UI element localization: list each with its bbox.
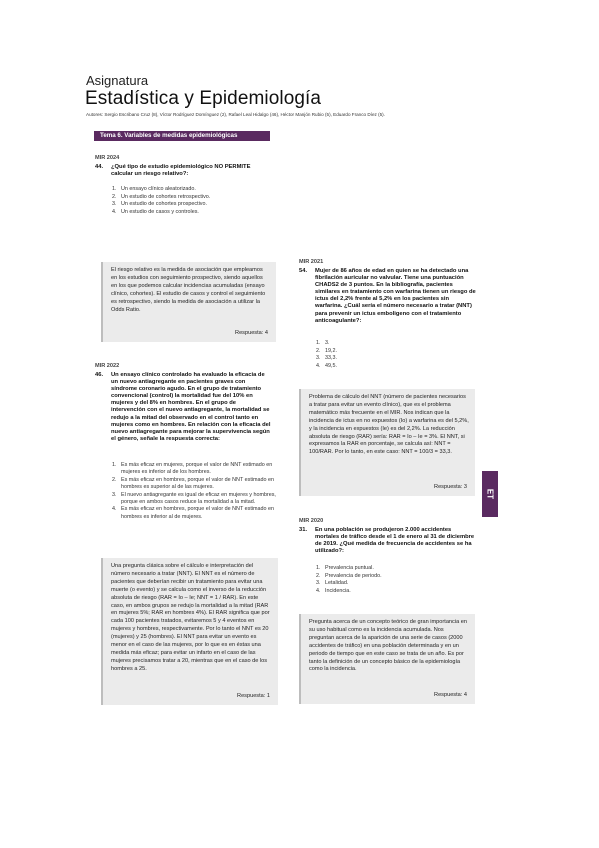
option-item: 1. 3. (316, 340, 330, 346)
q31-answer: Respuesta: 4 (434, 692, 467, 699)
theme-underline (94, 140, 270, 141)
q31-year: MIR 2020 (299, 518, 324, 524)
q46-text: Un ensayo clínico controlado ha evaluado la eficacia de un nuevo antiagregante en pacientes graves con síndrome coronario agudo. En el grupo de tratamiento convencional (control) la mortalidad fue del 10% en mujeres y del 8% en hombres. En el grupo de intervención con el nuevo antiagregante, la mortalidad se redujo a la mitad del observado en el control tanto en mujeres como en hombres. En relación con la eficacia del nuevo antiagregante para mejorar la supervivencia según el género, señale la respuesta correcta: (111, 372, 271, 442)
option-item: 4. Es más eficaz en hombres, porque el valor de NNT estimado en hombres es inferior al de mujeres. (112, 506, 275, 520)
subject-label: Asignatura (86, 73, 149, 88)
q31-explanation-box (299, 614, 475, 704)
subject-title: Estadística y Epidemiología (85, 88, 322, 109)
q54-number: 54. (299, 268, 308, 274)
q44-question (95, 164, 270, 180)
q46-number: 46. (95, 372, 104, 378)
option-item: 3. Un estudio de cohortes prospectivo. (112, 201, 208, 208)
option-item: 1. Un ensayo clínico aleatorizado. (112, 186, 196, 192)
option-item: 2. Es más eficaz en hombres, porque el valor de NNT estimado en hombres es superior al de las mujeres. (112, 476, 275, 491)
q54-explanation-box (299, 389, 475, 496)
q54-explanation: Problema de cálculo del NNT (número de pacientes necesarios a tratar para evitar un evento clínico), que es el problema matemático más frecuente en el MIR. Nos indican que la incidencia de ictus en no expuestos (Io) a warfarina es del 5,2%, y la incidencia en expuestos (Ie) es del 2,2%. La reducción absoluta de riesgo (RAR) sería: RAR = Io – Ie = 3%. El NNT, si expresamos la RAR en porcentaje, se calcula así: NNT = 100/RAR. Por lo tanto, en este caso: NNT = 100/3 = 33,3. (309, 394, 469, 456)
q44-options (112, 186, 272, 216)
section-side-tab (482, 471, 498, 517)
option-item: 3. El nuevo antiagregante es igual de eficaz en mujeres y hombres, porque en ambos casos reduce la mortalidad a la mitad. (112, 491, 276, 506)
option-item: 1. Es más eficaz en mujeres, porque el valor de NNT estimado en mujeres es inferior al de los hombres. (112, 462, 273, 476)
option-item: 3. Letalidad. (316, 580, 349, 587)
q44-number: 44. (95, 164, 104, 170)
q54-answer: Respuesta: 3 (434, 484, 467, 491)
q31-question (299, 527, 476, 561)
q46-explanation-box (101, 558, 278, 705)
q44-answer: Respuesta: 4 (235, 330, 268, 337)
q46-options (112, 462, 278, 521)
q44-text: ¿Qué tipo de estudio epidemiológico NO PERMITE calcular un riesgo relativo?: (111, 164, 251, 178)
q54-options (316, 340, 466, 370)
option-item: 2. Prevalencia de periodo. (316, 572, 382, 579)
q31-options (316, 565, 466, 595)
q46-question (95, 372, 272, 458)
q31-text: En una población se produjeron 2.000 accidentes mortales de tráfico desde el 1 de enero al 31 de diciembre de 2019. ¿Qué medida de frecuencia de accidentes se ha utilizado?: (315, 527, 475, 555)
q54-text: Mujer de 86 años de edad en quien se ha detectado una fibrilación auricular no valvular. Tiene una puntuación CHADS2 de 3 puntos. En la bibliografía, pacientes similares en tratamiento con warfarina tienen un riesgo de ictus del 2,2% frente al 5,2% en los pacientes sin warfarina. ¿Cuál sería el número necesario a tratar (NNT) para prevenir un ictus emboligeno con el tratamiento anticoagulante?: (315, 268, 476, 324)
option-item: 1. Prevalencia puntual. (316, 565, 374, 571)
q46-year: MIR 2022 (95, 363, 120, 369)
q46-answer: Respuesta: 1 (237, 693, 270, 700)
theme-heading: Tema 6. Variables de medidas epidemiológicas (94, 131, 270, 140)
side-tab-label: ET (485, 488, 495, 500)
option-item: 2. 19,2. (316, 347, 337, 354)
q44-year: MIR 2024 (95, 155, 120, 161)
option-item: 3. 33,3. (316, 355, 337, 362)
q44-explanation: El riesgo relativo es la medida de asociación que empleamos en los estudios con seguimiento prospectivo, siendo aquellos en los que podemos calcular incidencias acumuladas (ensayo clínico, cohortes). El estudio de casos y control el seguimiento es retrospectivo, siendo la medida de asociación a utilizar la Odds Ratio. (111, 267, 266, 313)
q31-number: 31. (299, 527, 308, 533)
q44-explanation-box (101, 262, 276, 342)
authors-line: Autores: Sergio Escribano Cruz (8), Víctor Rodríguez Domínguez (2), Rafael Leal Hidalgo (46), Héctor Manjón Rubio (5), Eduardo Franco Díez (5). (86, 112, 385, 117)
option-item: 4. 49,5. (316, 362, 337, 369)
q46-explanation: Una pregunta clásica sobre el cálculo e interpretación del número necesario a tratar (NNT). El NNT es el número de pacientes que deberían recibir un tratamiento para evitar una muerte (o evento) y se calcula como el inverso de la reducción absoluta de riesgo (RAR = Io – Ie; NNT = 1 / RAR). En este caso, en ambos grupos se redujo la mortalidad a la mitad (RAR en mujeres 5%; RAR en hombres 4%). El RAR significa que por cada 100 pacientes tratados, evitaremos 5 y 4 eventos en mujeres y hombres, respectivamente. Por lo tanto el NNT es 20 (mujeres) y 25 (hombres). El NNT para evitar un evento es menor en el caso de las mujeres, por lo que es en éstas una medida más eficaz; para evitar un infarto en el caso de las mujeres precisamos tratar a 20, mientras que en el caso de los hombres a 25. (111, 563, 270, 672)
option-item: 4. Un estudio de casos y controles. (112, 208, 199, 215)
option-item: 4. Incidencia. (316, 587, 351, 594)
q54-year: MIR 2021 (299, 259, 324, 265)
q31-explanation: Pregunta acerca de un concepto teórico de gran importancia en su uso habitual como es la incidencia acumulada. Nos preguntan acerca de la aparición de una serie de casos (2000 accidentes de tráfico) en una población determinada y en un periodo de tiempo que en este caso se trata de un año. Es por tanto la definición de un concepto básico de la epidemiología como la incidencia. (309, 619, 467, 673)
q54-question (299, 268, 476, 338)
option-item: 2. Un estudio de cohortes retrospectivo. (112, 193, 211, 200)
